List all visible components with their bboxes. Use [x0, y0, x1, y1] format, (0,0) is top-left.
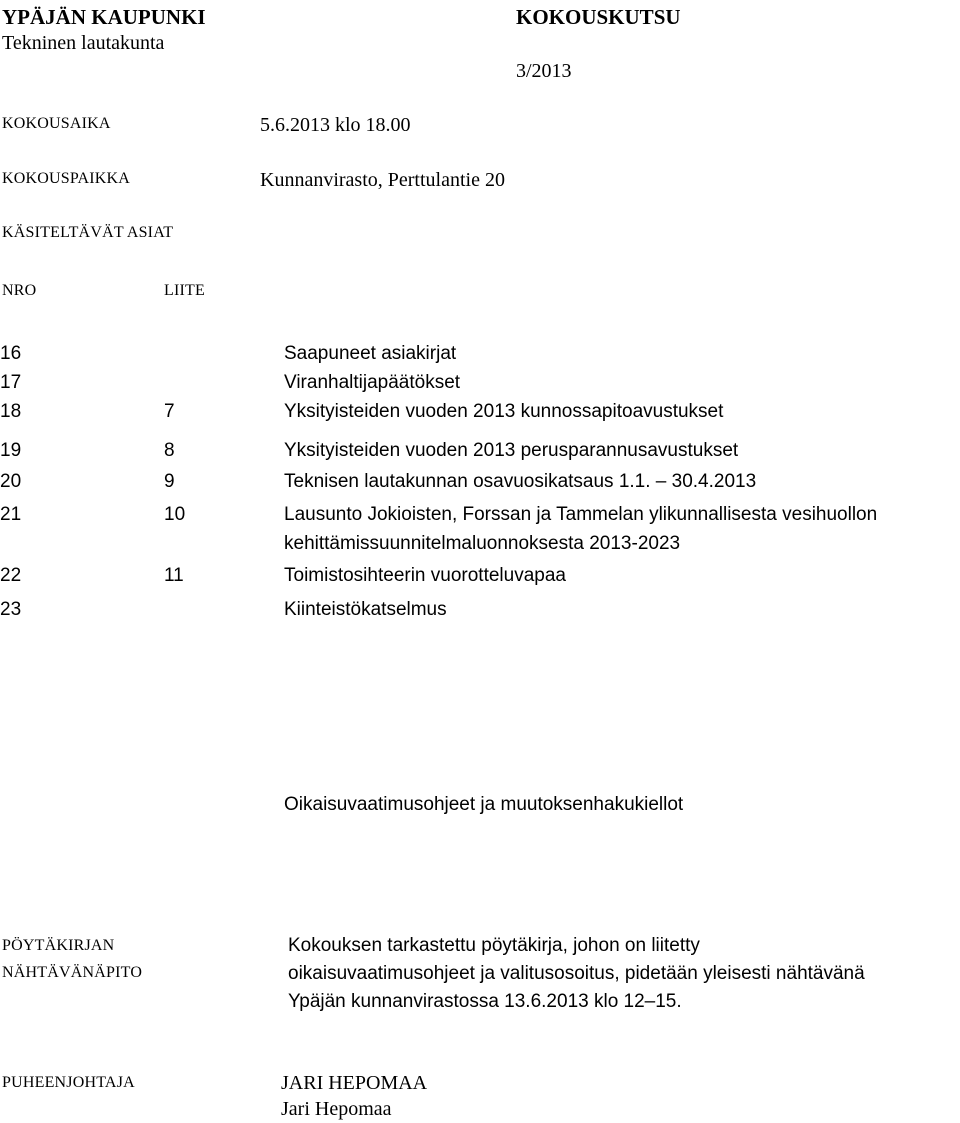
agenda-item-attachment: 8	[164, 440, 175, 461]
minutes-label-line2: NÄHTÄVÄNÄPITO	[2, 964, 143, 981]
board-name: Tekninen lautakunta	[2, 32, 165, 54]
meeting-time-label: KOKOUSAIKA	[2, 115, 111, 132]
agenda-item-title: Yksityisteiden vuoden 2013 perusparannusavustukset	[284, 440, 739, 461]
agenda-item-title: Kiinteistökatselmus	[284, 599, 447, 620]
appeal-instructions-note: Oikaisuvaatimusohjeet ja muutoksenhakukiellot	[284, 794, 684, 815]
organization-name: YPÄJÄN KAUPUNKI	[2, 5, 206, 29]
meeting-place-label: KOKOUSPAIKKA	[2, 170, 131, 187]
agenda-section-label: KÄSITELTÄVÄT ASIAT	[2, 224, 174, 241]
minutes-text-line3: Ypäjän kunnanvirastossa 13.6.2013 klo 12–15.	[288, 991, 682, 1012]
agenda-item-number: 21	[0, 504, 22, 525]
agenda-item-attachment: 7	[164, 401, 175, 422]
agenda-item-title: Teknisen lautakunnan osavuosikatsaus 1.1. – 30.4.2013	[284, 471, 757, 492]
agenda-item-title: Yksityisteiden vuoden 2013 kunnossapitoavustukset	[284, 401, 724, 422]
minutes-text-line2: oikaisuvaatimusohjeet ja valitusosoitus, pidetään yleisesti nähtävänä	[288, 963, 865, 984]
agenda-item-number: 22	[0, 565, 22, 586]
chair-name: Jari Hepomaa	[281, 1098, 392, 1120]
column-liite-label: LIITE	[164, 282, 205, 299]
agenda-item-title-continued: kehittämissuunnitelmaluonnoksesta 2013-2023	[284, 533, 681, 554]
document-type: KOKOUSKUTSU	[516, 5, 681, 29]
agenda-item-number: 20	[0, 471, 22, 492]
document-number: 3/2013	[516, 60, 572, 82]
agenda-item-number: 19	[0, 440, 22, 461]
agenda-item-title: Viranhaltijapäätökset	[284, 372, 461, 393]
meeting-time-value: 5.6.2013 klo 18.00	[260, 114, 411, 136]
minutes-text-line1: Kokouksen tarkastettu pöytäkirja, johon on liitetty	[288, 935, 700, 956]
minutes-label-line1: PÖYTÄKIRJAN	[2, 937, 115, 954]
agenda-item-title: Saapuneet asiakirjat	[284, 343, 457, 364]
agenda-item-attachment: 9	[164, 471, 175, 492]
chair-name-upper: JARI HEPOMAA	[281, 1072, 428, 1094]
agenda-item-attachment: 11	[164, 565, 184, 586]
meeting-place-value: Kunnanvirasto, Perttulantie 20	[260, 169, 505, 191]
agenda-item-number: 17	[0, 372, 22, 393]
agenda-item-number: 16	[0, 343, 22, 364]
agenda-item-title: Lausunto Jokioisten, Forssan ja Tammelan ylikunnallisesta vesihuollon	[284, 504, 878, 525]
agenda-item-attachment: 10	[164, 504, 186, 525]
agenda-item-number: 18	[0, 401, 22, 422]
chair-label: PUHEENJOHTAJA	[2, 1074, 135, 1091]
column-nro-label: NRO	[2, 282, 37, 299]
agenda-item-number: 23	[0, 599, 22, 620]
agenda-item-title: Toimistosihteerin vuorotteluvapaa	[284, 565, 566, 586]
